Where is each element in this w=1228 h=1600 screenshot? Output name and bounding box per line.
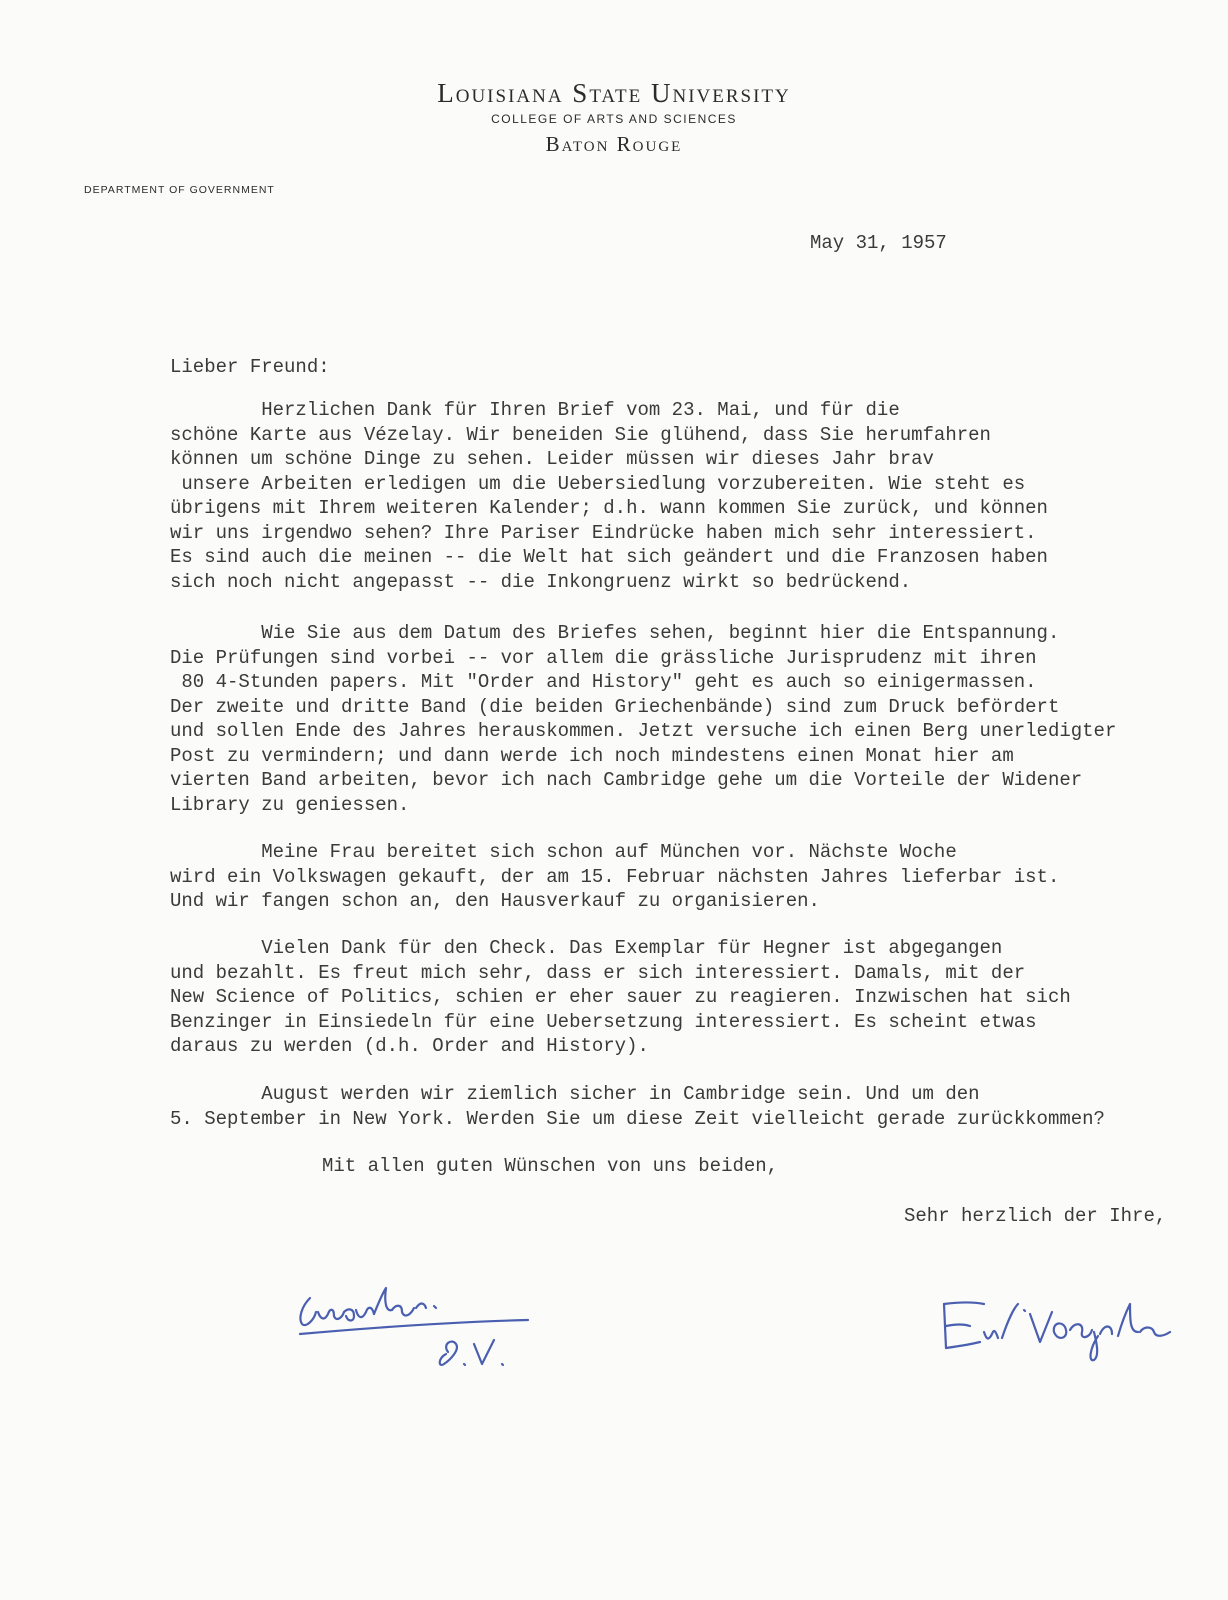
closing-line: Mit allen guten Wünschen von uns beiden,: [322, 1155, 779, 1177]
paragraph-4: Vielen Dank für den Check. Das Exemplar für Hegner ist abgegangen und bezahlt. Es freut mich sehr, dass er sich interessiert. Damals, mit der New Science of Politics, schien er eher sauer zu reagieren. Inzwischen hat sich Benzinger in Einsiedeln für eine Uebersetzung interessiert. Es scheint etwas daraus zu werden (d.h. Order and History).: [170, 937, 1071, 1057]
letter-date: May 31, 1957: [810, 232, 947, 254]
paragraph-3: Meine Frau bereitet sich schon auf München vor. Nächste Woche wird ein Volkswagen gekauft, der am 15. Februar nächsten Jahres lieferbar ist. Und wir fangen schon an, den Hausverkauf zu organisieren.: [170, 841, 1060, 912]
letterhead-city: Baton Rouge: [545, 132, 683, 156]
paragraph-1: Herzlichen Dank für Ihren Brief vom 23. Mai, und für die schöne Karte aus Vézelay. Wir beneiden Sie glühend, dass Sie herumfahren können um schöne Dinge zu sehen. Leider müssen wir dieses Jahr brav unsere Arbeiten erledigen um die Uebersiedlung vorzubereiten. Wie steht es übrigens mit Ihrem weiteren Kalender; d.h. wann kommen Sie zurück, und können wir uns irgendwo sehen? Ihre Pariser Eindrücke haben mich sehr interessiert. Es sind auch die meinen -- die Welt hat sich geändert und die Franzosen haben sich noch nicht angepasst -- die Inkongruenz wirkt so bedrückend.: [170, 399, 1048, 593]
handwritten-archive-note: [288, 1268, 548, 1378]
paragraph-5: August werden wir ziemlich sicher in Cambridge sein. Und um den 5. September in New York. Werden Sie um diese Zeit vielleicht gerade zurückkommen?: [170, 1083, 1105, 1130]
department-label: DEPARTMENT OF GOVERNMENT: [84, 184, 275, 196]
salutation: Lieber Freund:: [170, 356, 330, 378]
letterhead-college: COLLEGE OF ARTS AND SCIENCES: [491, 112, 737, 126]
signoff-line: Sehr herzlich der Ihre,: [904, 1205, 1167, 1227]
letterhead-university-name: Louisiana State University: [437, 78, 791, 108]
handwritten-signature: [934, 1292, 1184, 1362]
paragraph-2: Wie Sie aus dem Datum des Briefes sehen, beginnt hier die Entspannung. Die Prüfungen sind vorbei -- vor allem die grässliche Jurisprudenz mit ihren 80 4-Stunden papers. Mit "Order and History" geht es auch so einigermassen. Der zweite und dritte Band (die beiden Griechenbände) sind zum Druck befördert und sollen Ende des Jahres herauskommen. Jetzt versuche ich einen Berg unerledigter Post zu vermindern; und dann werde ich noch mindestens einen Monat hier am vierten Band arbeiten, bevor ich nach Cambridge gehe um die Vorteile der Widener Library zu geniessen.: [170, 622, 1117, 816]
